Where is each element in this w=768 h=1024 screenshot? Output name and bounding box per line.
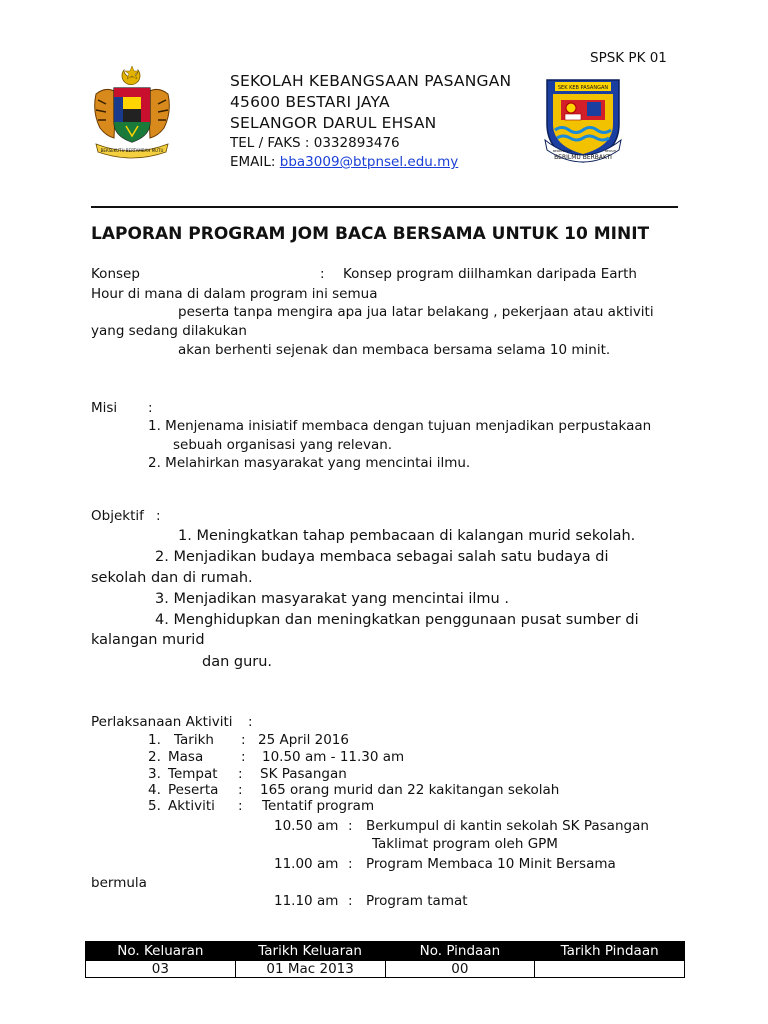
row-label: Tarikh	[174, 732, 214, 748]
tentatif-time-3: 11.00 am	[274, 856, 339, 872]
cell-tarikh-keluaran: 01 Mac 2013	[235, 961, 385, 978]
coat-of-arms-ribbon: BERSEKUTU BERTAMBAH MUTU	[100, 148, 164, 153]
misi-item-2: 2. Melahirkan masyarakat yang mencintai ilmu.	[148, 455, 471, 471]
konsep-text-line3: peserta tanpa mengira apa jua latar belakang , pekerjaan atau aktiviti	[178, 304, 654, 320]
objektif-item-3: 3. Menjadikan masyarakat yang mencintai ilmu .	[155, 591, 509, 607]
row-label: Aktiviti	[168, 798, 215, 814]
table-row	[86, 961, 685, 978]
objektif-item-4-cont2: dan guru.	[202, 654, 273, 670]
school-address-line2: SELANGOR DARUL EHSAN	[230, 114, 437, 132]
cell-no-keluaran: 03	[86, 961, 236, 978]
crest-top-text: SEK KEB PASANGAN	[557, 85, 609, 91]
row-label: Masa	[168, 749, 204, 765]
col-header-no-keluaran: No. Keluaran	[86, 942, 236, 961]
konsep-text-line1: Konsep program diilhamkan daripada Earth	[343, 266, 637, 282]
report-title: LAPORAN PROGRAM JOM BACA BERSAMA UNTUK 10 MINIT	[91, 224, 650, 244]
konsep-separator: :	[320, 266, 325, 282]
row-num: 1.	[148, 732, 161, 748]
tentatif-time-1: 10.50 am	[274, 818, 339, 834]
tentatif-desc-4: bermula	[91, 875, 147, 891]
aktiviti-row-4	[148, 782, 560, 798]
tentatif-sep-5: :	[348, 893, 353, 909]
aktiviti-row-2	[148, 749, 405, 765]
objektif-item-1: 1. Meningkatkan tahap pembacaan di kalangan murid sekolah.	[178, 528, 636, 544]
misi-separator: :	[148, 400, 153, 416]
row-label: Peserta	[168, 782, 219, 798]
perlaksanaan-label: Perlaksanaan Aktiviti	[91, 714, 233, 730]
crest-motto: BERILMU BERBAKTI	[554, 154, 612, 161]
row-sep: :	[241, 749, 246, 765]
header-divider	[91, 206, 678, 208]
misi-label: Misi	[91, 400, 118, 416]
school-crest-logo	[543, 76, 623, 166]
row-value: 10.50 am - 11.30 am	[262, 749, 405, 765]
objektif-separator: :	[156, 508, 161, 524]
coat-of-arms-icon	[90, 64, 174, 160]
school-tel: TEL / FAKS : 0332893476	[230, 135, 400, 151]
row-value: Tentatif program	[262, 798, 375, 814]
objektif-item-2-cont: sekolah dan di rumah.	[91, 570, 253, 586]
aktiviti-row-1	[148, 732, 349, 748]
email-link[interactable]: bba3009@btpnsel.edu.my	[279, 154, 459, 170]
konsep-label: Konsep	[91, 266, 140, 282]
col-header-no-pindaan: No. Pindaan	[385, 942, 535, 961]
cell-no-pindaan: 00	[385, 961, 535, 978]
revision-table	[85, 941, 685, 978]
tentatif-desc-3: Program Membaca 10 Minit Bersama	[366, 856, 616, 872]
revision-table-header	[86, 942, 685, 961]
objektif-item-2: 2. Menjadikan budaya membaca sebagai salah satu budaya di	[155, 549, 609, 565]
crest-motto-right: BERSIH	[605, 149, 617, 153]
row-sep: :	[238, 782, 243, 798]
aktiviti-row-3	[148, 766, 347, 782]
misi-item-1: 1. Menjenama inisiatif membaca dengan tujuan menjadikan perpustakaan	[148, 418, 652, 434]
crest-motto-left: BERDISIPLIN	[553, 149, 572, 153]
row-value: 165 orang murid dan 22 kakitangan sekolah	[260, 782, 560, 798]
row-num: 5.	[148, 798, 161, 814]
objektif-item-4-cont: kalangan murid	[91, 632, 205, 648]
perlaksanaan-separator: :	[248, 714, 253, 730]
school-name: SEKOLAH KEBANGSAAN PASANGAN	[230, 72, 512, 90]
row-sep: :	[238, 766, 243, 782]
konsep-text-line2: Hour di mana di dalam program ini semua	[91, 286, 378, 302]
col-header-tarikh-pindaan: Tarikh Pindaan	[535, 942, 685, 961]
tentatif-desc-5: Program tamat	[366, 893, 468, 909]
row-num: 4.	[148, 782, 161, 798]
row-value: SK Pasangan	[260, 766, 347, 782]
school-crest-icon	[543, 76, 623, 166]
row-label: Tempat	[168, 766, 218, 782]
row-sep: :	[241, 732, 246, 748]
school-email-line	[230, 154, 458, 170]
coat-of-arms-logo	[90, 64, 174, 160]
email-label: EMAIL:	[230, 154, 280, 170]
objektif-label: Objektif	[91, 508, 144, 524]
tentatif-time-5: 11.10 am	[274, 893, 339, 909]
school-address-line1: 45600 BESTARI JAYA	[230, 93, 390, 111]
objektif-item-4: 4. Menghidupkan dan meningkatkan penggunaan pusat sumber di	[155, 612, 639, 628]
tentatif-desc-1: Berkumpul di kantin sekolah SK Pasangan	[366, 818, 649, 834]
tentatif-desc-2: Taklimat program oleh GPM	[372, 836, 558, 852]
col-header-tarikh-keluaran: Tarikh Keluaran	[235, 942, 385, 961]
konsep-text-line5: akan berhenti sejenak dan membaca bersama selama 10 minit.	[178, 342, 611, 358]
row-value: 25 April 2016	[258, 732, 349, 748]
row-sep: :	[238, 798, 243, 814]
tentatif-sep-1: :	[348, 818, 353, 834]
konsep-text-line4: yang sedang dilakukan	[91, 323, 247, 339]
tentatif-sep-3: :	[348, 856, 353, 872]
aktiviti-row-5	[148, 798, 375, 814]
misi-item-1-cont: sebuah organisasi yang relevan.	[173, 437, 393, 453]
document-code: SPSK PK 01	[590, 50, 667, 66]
row-num: 3.	[148, 766, 161, 782]
row-num: 2.	[148, 749, 161, 765]
cell-tarikh-pindaan	[535, 961, 685, 978]
